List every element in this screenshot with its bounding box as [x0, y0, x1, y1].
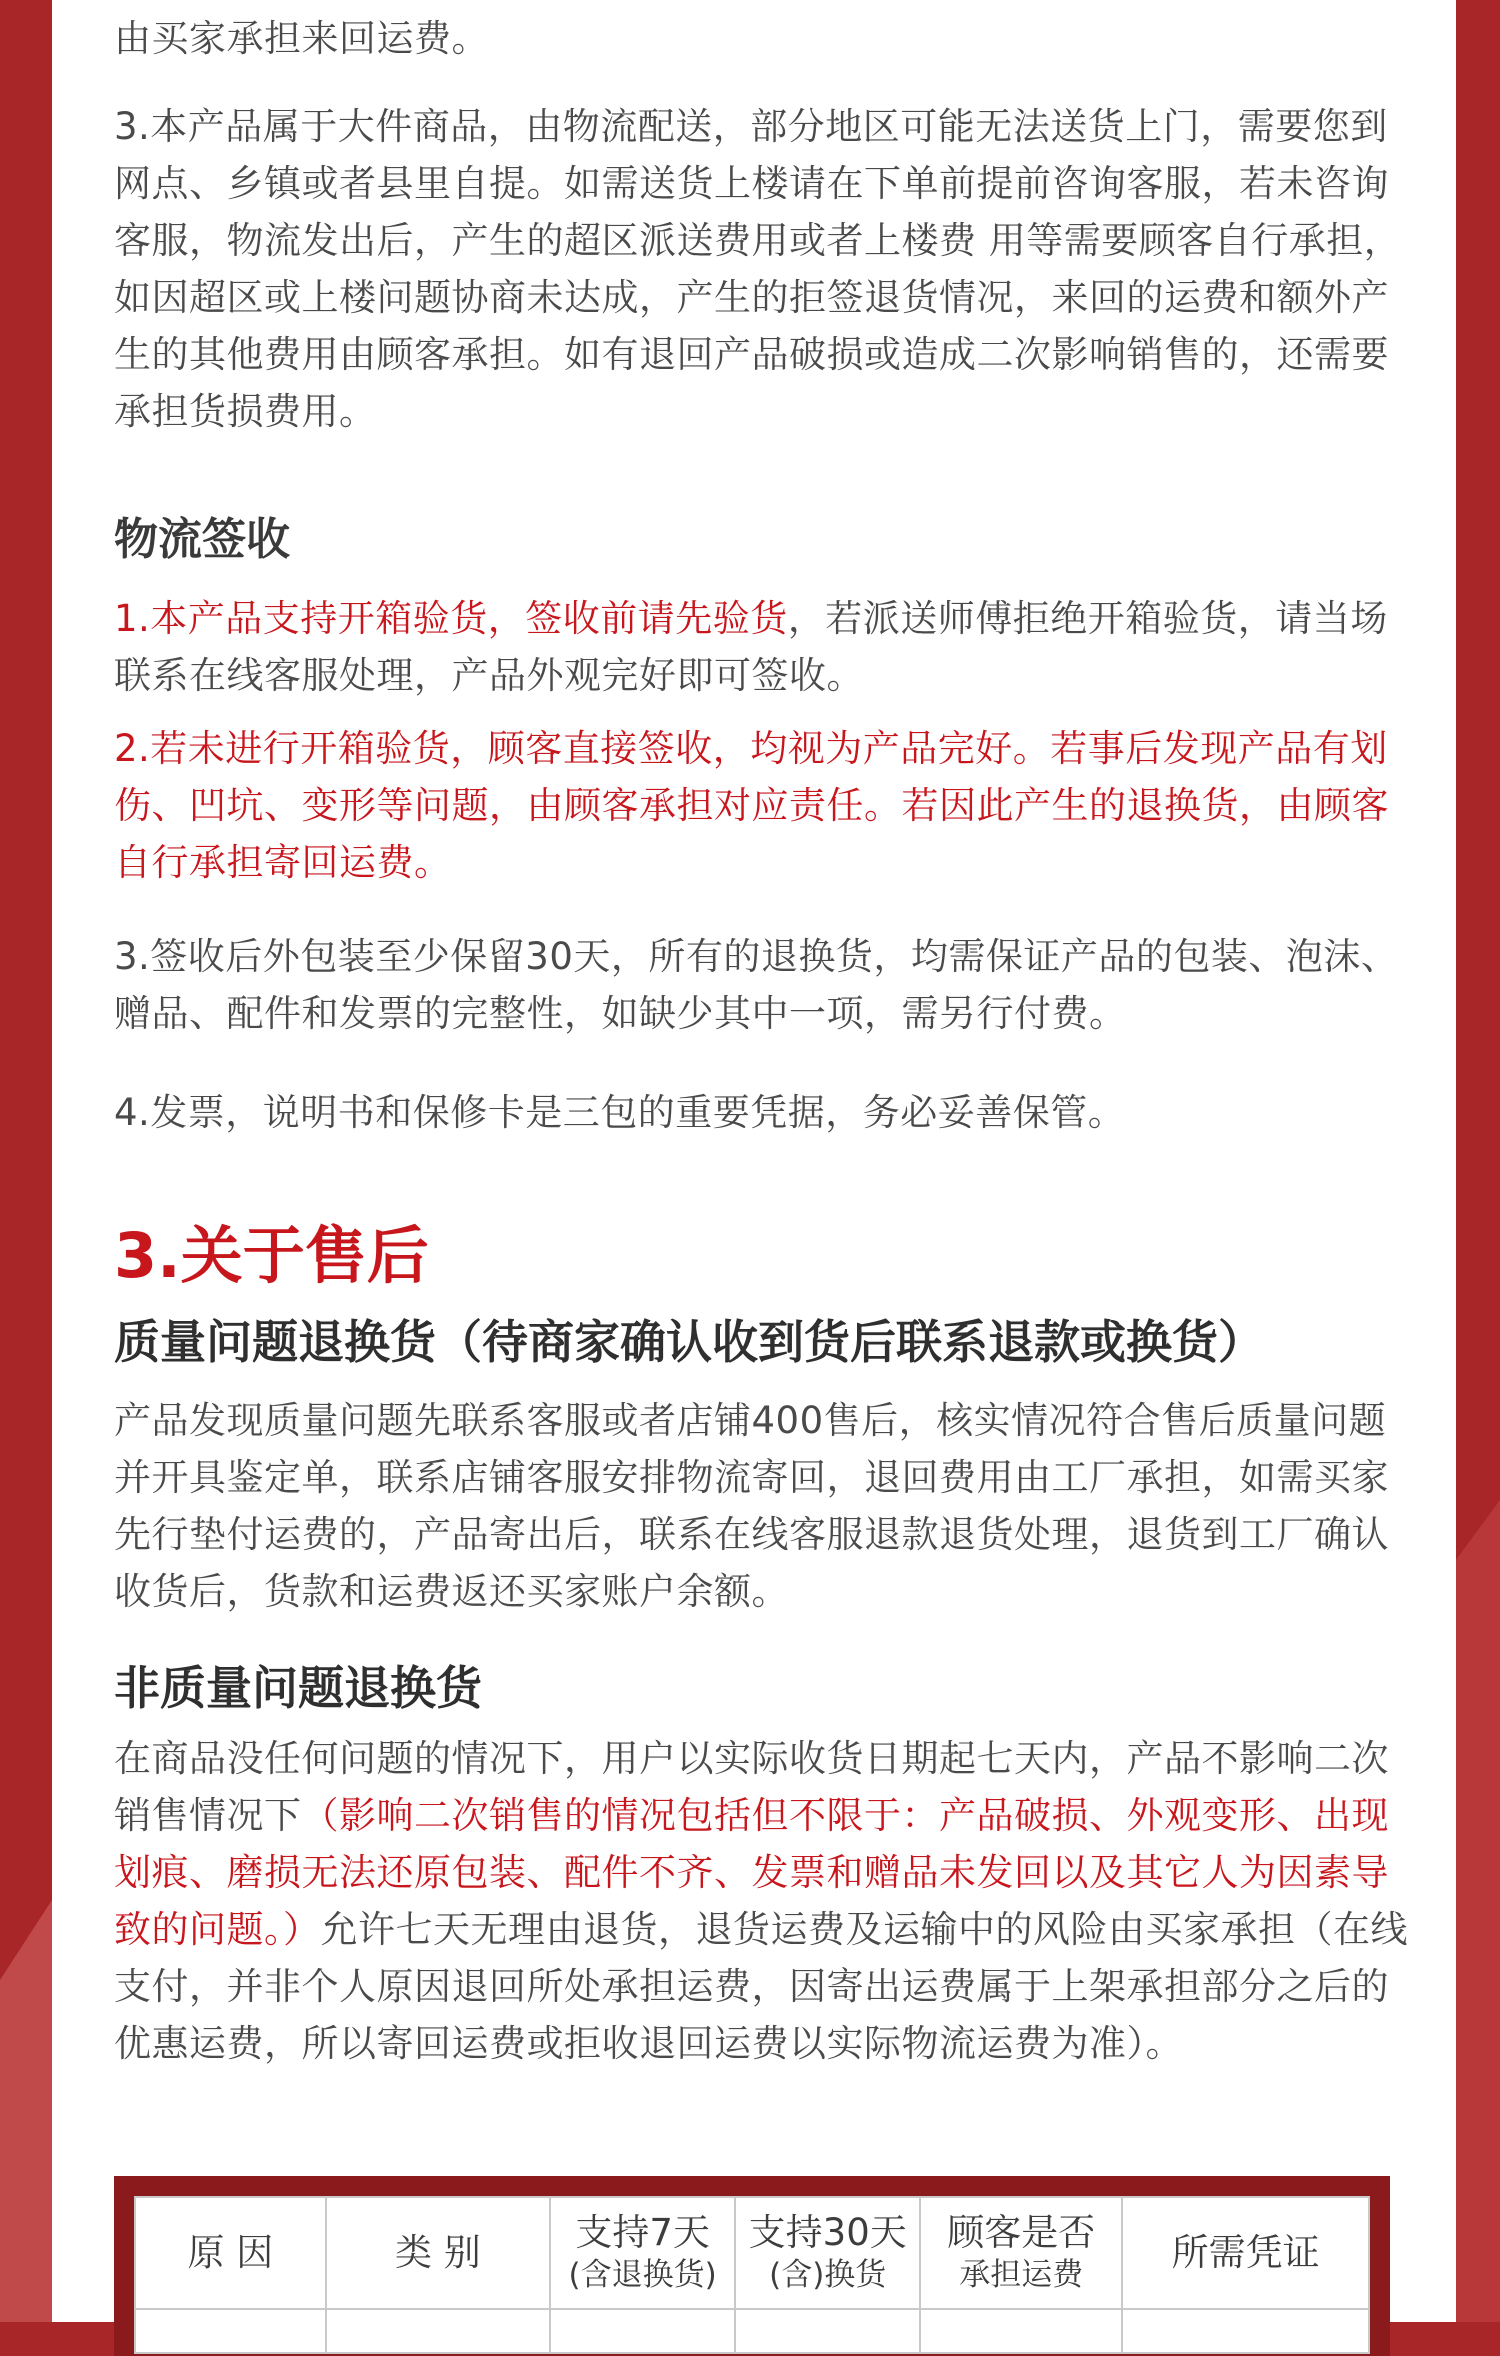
quality-heading: 质量问题退换货（待商家确认收到货后联系退款或换货）: [114, 1315, 1264, 1369]
logistics-item-2: 2.若未进行开箱验货，顾客直接签收，均视为产品完好。若事后发现产品有划伤、凹坑、变形等问题，由顾客承担对应责任。若因此产生的退换货，由顾客自行承担寄回运费。: [114, 727, 1389, 884]
logistics-item-1-highlight: 1.本产品支持开箱验货，签收前请先验货: [114, 597, 788, 640]
logistics-item-4: 4.发票，说明书和保修卡是三包的重要凭据，务必妥善保管。: [114, 1091, 1126, 1134]
intro-item-3: 3.本产品属于大件商品，由物流配送，部分地区可能无法送货上门，需要您到网点、乡镇或者县里自提。如需送货上楼请在下单前提前咨询客服，若未咨询客服，物流发出后，产生的超区派送费用或者上楼费 用等需要顾客自行承担，如因超区或上楼问题协商未达成，产生的拒签退货情况，来回的运费和额外产生的其他费用由顾客承担。如有退回产品破损或造成二次影响销售的，还需要承担货损费用。: [114, 105, 1402, 433]
nonquality-text-2: 允许七天无理由退货，退货运费及运输中的风险由买家承担（在线支付，并非个人原因退回所处承担运费，因寄出运费属于上架承担部分之后的优惠运费，所以寄回运费或拒收退回运费以实际物流运费为准）。: [114, 1908, 1408, 2065]
table-header-row: [135, 2197, 1369, 2309]
quality-text: 产品发现质量问题先联系客服或者店铺400售后，核实情况符合售后质量问题并开具鉴定单，联系店铺客服安排物流寄回，退回费用由工厂承担，如需买家先行垫付运费的，产品寄出后，联系在线客服退款退货处理，退货到工厂确认收货后，货款和运费返还买家账户余额。: [114, 1399, 1389, 1613]
header-proof: 所需凭证: [1122, 2197, 1369, 2309]
logistics-item-3: 3.签收后外包装至少保留30天，所有的退换货，均需保证产品的包装、泡沫、赠品、配件和发票的完整性，如缺少其中一项，需另行付费。: [114, 935, 1399, 1035]
logistics-heading: 物流签收: [114, 514, 290, 565]
intro-tail: 由买家承担来回运费。: [114, 17, 489, 60]
nonquality-text-1: 在商品没任何问题的情况下，用户以实际收货日期起七天内，产品不影响二次销售情况下: [114, 1737, 1389, 1837]
nonquality-heading: 非质量问题退换货: [114, 1661, 482, 1715]
header-30day: 支持30天 (含)换货: [735, 2197, 920, 2309]
header-shipping: 顾客是否 承担运费: [920, 2197, 1122, 2309]
header-category: 类 别: [326, 2197, 550, 2309]
nonquality-text-highlight: （影响二次销售的情况包括但不限于：产品破损、外观变形、出现划痕、磨损无法还原包装、配件不齐、发票和赠品未发回以及其它人为因素导致的问题。）: [114, 1794, 1389, 1951]
logistics-item-1: [114, 590, 1414, 704]
policy-table-frame: [114, 2176, 1390, 2356]
header-reason: 原 因: [135, 2197, 326, 2309]
table-row: [135, 2309, 1369, 2353]
policy-table: [134, 2196, 1370, 2354]
nonquality-text: [114, 1730, 1414, 2072]
aftersale-title: 3.关于售后: [114, 1219, 429, 1292]
header-7day: 支持7天 (含退换货): [550, 2197, 735, 2309]
logistics-item-1-text: ，若派送师傅拒绝开箱验货，请当场联系在线客服处理，产品外观完好即可签收。: [114, 597, 1388, 697]
